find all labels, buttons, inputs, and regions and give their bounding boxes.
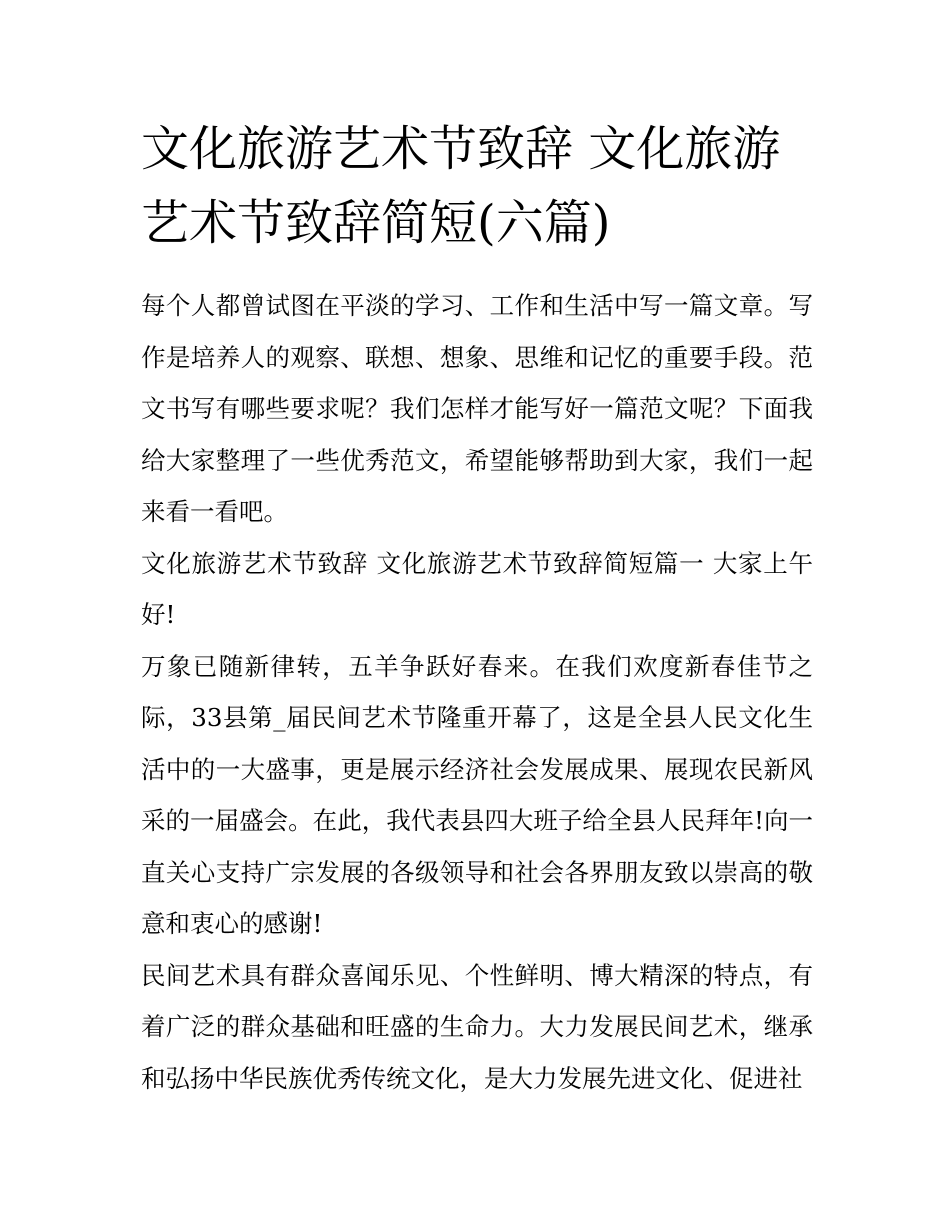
paragraph-intro: 每个人都曾试图在平淡的学习、工作和生活中写一篇文章。写作是培养人的观察、联想、想象、思维和记忆的重要手段。范文书写有哪些要求呢？我们怎样才能写好一篇范文呢？下面我给大家整理了一些优秀范文，希望能够帮助到大家，我们一起来看一看吧。	[141, 291, 813, 526]
paragraph-section-heading: 文化旅游艺术节致辞 文化旅游艺术节致辞简短篇一 大家上午好!	[141, 548, 813, 629]
paragraph-opening-remarks: 万象已随新律转，五羊争跃好春来。在我们欢度新春佳节之际，33县第_届民间艺术节隆重开幕了，这是全县人民文化生活中的一大盛事，更是展示经济社会发展成果、展现农民新风采的一届盛会。在此，我代表县四大班子给全县人民拜年!向一直关心支持广宗发展的各级领导和社会各界朋友致以崇高的敬意和衷心的感谢!	[141, 651, 813, 938]
document-body	[141, 280, 813, 1104]
paragraph-folk-art: 民间艺术具有群众喜闻乐见、个性鲜明、博大精深的特点，有着广泛的群众基础和旺盛的生命力。大力发展民间艺术，继承和弘扬中华民族优秀传统文化，是大力发展先进文化、促进社	[141, 960, 813, 1093]
document-title: 文化旅游艺术节致辞 文化旅游艺术节致辞简短(六篇)	[141, 121, 781, 251]
document-page	[141, 112, 813, 1104]
